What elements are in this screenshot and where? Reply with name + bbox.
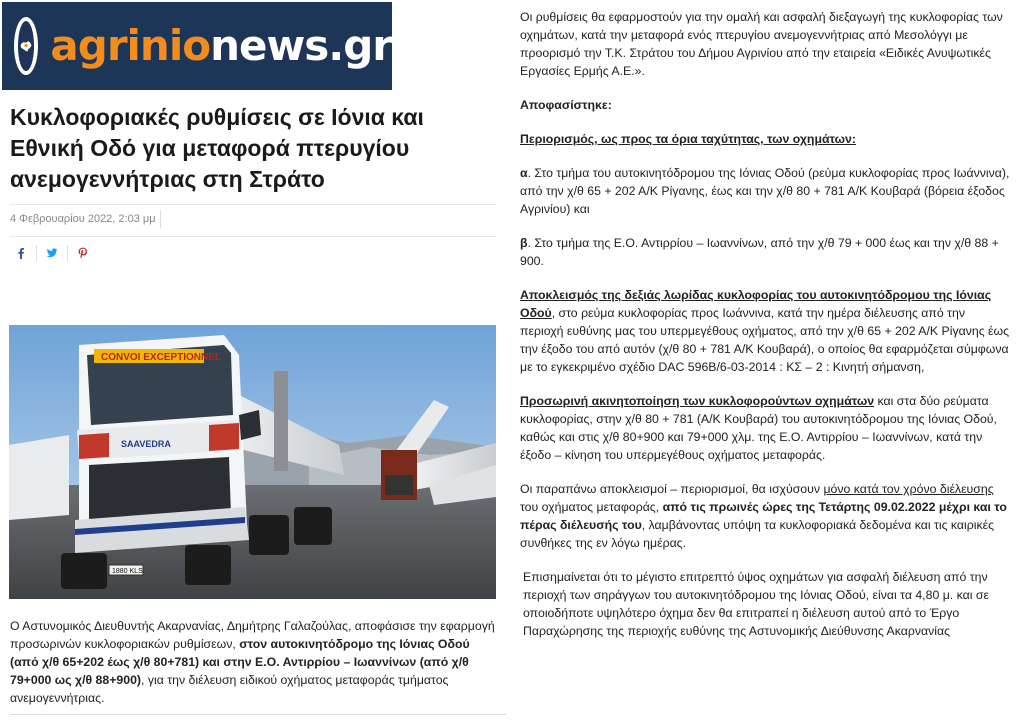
article-photo — [9, 325, 496, 599]
item-a-label: α — [520, 166, 528, 180]
validity-text: , λαμβάνοντας υπόψη τα κυκλοφοριακά δεδομένα και τις καιρικές συνθήκες της εν λόγω ημέρας. — [520, 518, 995, 550]
divider — [10, 236, 496, 237]
pinterest-icon — [77, 247, 89, 259]
limits-heading-text: Περιορισμός, ως προς τα όρια ταχύτητας, των οχημάτων: — [520, 132, 856, 146]
validity-bold: από τις πρωινές ώρες της Τετάρτης 09.02.2022 μέχρι και το πέρας διέλευσής του — [520, 500, 1007, 532]
decided-heading — [520, 96, 1010, 114]
facebook-share-button[interactable] — [10, 243, 32, 263]
site-logo[interactable] — [2, 2, 392, 90]
facebook-icon — [15, 247, 27, 259]
logo-text — [50, 21, 392, 70]
logo-word-news: news.gr — [210, 21, 392, 70]
limits-heading — [520, 130, 1010, 148]
validity-underlined: μόνο κατά τον χρόνο διέλευσης — [823, 482, 994, 496]
item-a-paragraph — [520, 164, 1010, 218]
divider — [10, 204, 496, 205]
cab-banner-text: CONVOI EXCEPTIONNEL — [101, 352, 222, 363]
immobilization-text: και στα δύο ρεύματα κυκλοφορίας, στην χ/θ 80 + 781 (Α/Κ Κουβαρά) του αυτοκινητόδρομου της Ιόνιας Οδού, καθώς και στις χ/θ 80+900 και 79+000 χλμ. της Ε.Ο. Αντιρρίου – Ιωαννίνων, κατά την έξοδο – κίνηση του υπερμεγέθους οχήματος μεταφοράς. — [520, 394, 997, 462]
immobilization-paragraph — [520, 392, 1010, 464]
share-bar — [10, 243, 94, 263]
map-icon — [14, 17, 38, 75]
brand-text: SAAVEDRA — [121, 439, 171, 449]
item-a-text: . Στο τμήμα του αυτοκινητόδρομου της Ιόνιας Οδού (ρεύμα κυκλοφορίας προς Ιωάννινα), από την χ/θ 65 + 202 Α/Κ Ρίγανης, έως και την χ/θ 80 + 781 Α/Κ Κουβαρά (βόρεια έξοδος Αγρινίου) και — [520, 166, 1010, 216]
license-plate-text: 1880 KLS — [112, 568, 143, 575]
pinterest-share-button[interactable] — [72, 243, 94, 263]
item-b-text: . Στο τμήμα της Ε.Ο. Αντιρρίου – Ιωαννίνων, από την χ/θ 79 + 000 έως και την χ/θ 88 + 900. — [520, 236, 999, 268]
item-b-label: β — [520, 236, 528, 250]
exclusion-paragraph — [520, 286, 1010, 376]
left-column — [0, 0, 510, 724]
divider — [160, 210, 161, 228]
article-date: 4 Φεβρουαρίου 2022, 2:03 μμ — [10, 213, 156, 225]
article-body — [520, 8, 1010, 656]
twitter-icon — [46, 247, 58, 259]
truck-photo — [9, 325, 496, 599]
intro-paragraph: Οι ρυθμίσεις θα εφαρμοστούν για την ομαλή και ασφαλή διεξαγωγή της κυκλοφορίας των οχημάτων, κατά την μεταφορά ενός πτερυγίου ανεμογεννήτριας από Μεσολόγγι με προορισμό την Τ.Κ. Στράτου του Δήμου Αγρινίου από την εταιρεία «Ειδικές Ανυψωτικές Εργασίες Ερμής Α.Ε.». — [520, 10, 1003, 78]
article-title: Κυκλοφοριακές ρυθμίσεις σε Ιόνια και Εθνική Οδό για μεταφορά πτερυγίου ανεμογεννήτριας στη Στράτο — [10, 104, 424, 192]
validity-text: του οχήματος μεταφοράς, — [520, 500, 663, 514]
divider — [10, 714, 506, 715]
divider — [36, 245, 37, 261]
logo-word-agrinio: agrinio — [50, 21, 211, 70]
validity-paragraph — [520, 480, 1010, 552]
decided-label: Αποφασίστηκε: — [520, 98, 612, 112]
divider — [67, 245, 68, 261]
caption-text: Ο Αστυνομικός Διευθυντής Ακαρνανίας, Δημήτρης Γαλαζούλας, αποφάσισε την εφαρμογή προσωρινών κυκλοφοριακών ρυθμίσεων, — [10, 619, 495, 651]
twitter-share-button[interactable] — [41, 243, 63, 263]
exclusion-text: , στο ρεύμα κυκλοφορίας προς Ιωάννινα, κατά την ημέρα διέλευσης από την περιοχή ευθύνης μας του υπερμεγέθους οχήματος, από την χ/θ 65 + 202 Α/Κ Ρίγανης έως την έξοδο του από αυτόν (χ/θ 80 + 781 Α/Κ Κουβαρά), ο οποίος θα εφαρμόζεται σύμφωνα με το εγκεκριμένο σχέδιο DAC 596Β/6-03-2014 : ΚΣ – 2 : Κινητή σήμανση, — [520, 306, 1010, 374]
validity-text: Οι παραπάνω αποκλεισμοί – περιορισμοί, θα ισχύσουν — [520, 482, 824, 496]
height-limit-paragraph: Επισημαίνεται ότι το μέγιστο επιτρεπτό ύψος οχημάτων για ασφαλή διέλευση από την περιοχή των σηράγγων του αυτοκινητόδρομου της Ιόνιας Οδού, είναι τα 4,80 μ. και σε οποιοδήποτε υψηλότερο όχημα δεν θα επιτραπεί η διέλευση αυτού από το Έργο Παραχώρησης της περιοχής ευθύνης της Αστυνομικής Διεύθυνσης Ακαρνανίας — [523, 570, 989, 638]
immobilization-heading: Προσωρινή ακινητοποίηση των κυκλοφορούντων οχημάτων — [520, 394, 875, 408]
exclusion-heading: Αποκλεισμός της δεξιάς λωρίδας κυκλοφορίας του αυτοκινητόδρομου της Ιόνιας Οδού — [520, 288, 992, 320]
photo-caption — [10, 617, 500, 707]
caption-text: , για την διέλευση ειδικού οχήματος μεταφοράς τμήματος ανεμογεννήτριας. — [10, 673, 449, 705]
caption-bold: στον αυτοκινητόδρομο της Ιόνιας Οδού (από χ/θ 65+202 έως χ/θ 80+781) και στην Ε.Ο. Αντιρρίου – Ιωαννίνων (από χ/θ 79+000 ως χ/θ 88+900) — [10, 637, 470, 687]
item-b-paragraph — [520, 234, 1010, 270]
